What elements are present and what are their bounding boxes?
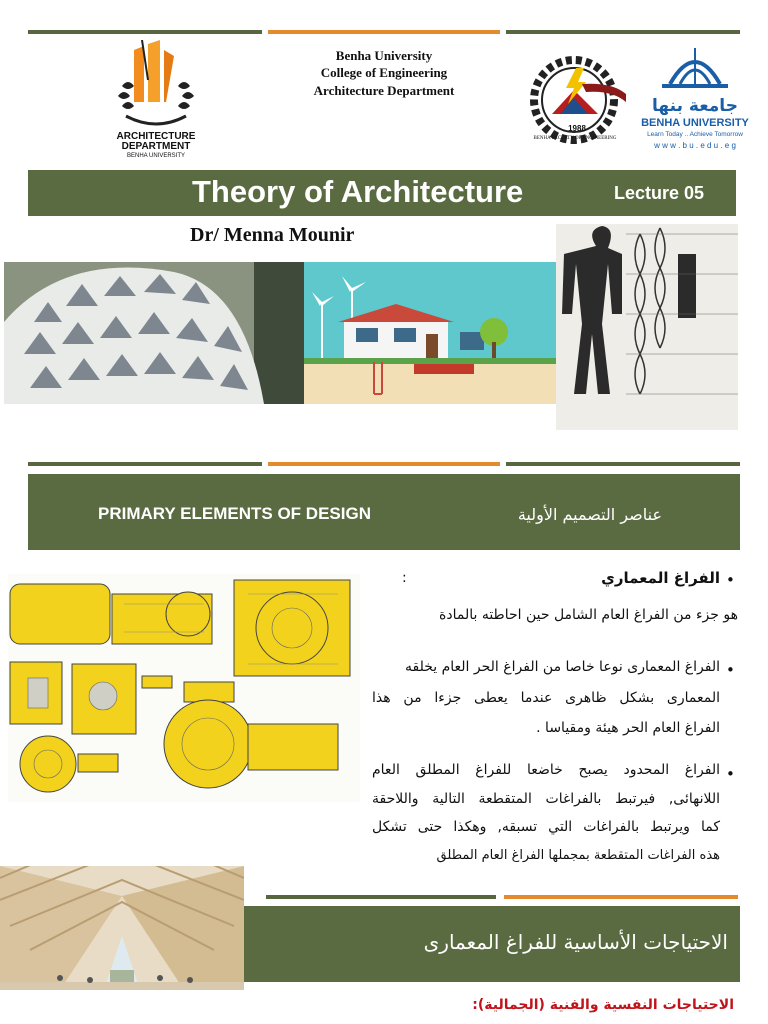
title-bar xyxy=(28,170,736,216)
section-title-arabic: عناصر التصميم الأولية xyxy=(517,505,662,524)
bullet-2: • xyxy=(726,765,735,783)
university-website: w w w . b u . e d u . e g xyxy=(654,141,736,150)
heading-colon: : xyxy=(402,570,407,586)
bullet-2-line-3: كما ويرتبط بالفراغات التي تسبقه, وهكذا حتى تشكل xyxy=(372,819,720,835)
department-name: Architecture Department xyxy=(313,83,455,98)
top-stripe-left xyxy=(28,30,262,34)
building-emblem-icon xyxy=(104,40,208,128)
bottom-stripe-right xyxy=(504,895,738,899)
logo-line-architecture: ARCHITECTURE xyxy=(116,131,196,142)
bullet-1-line-1: الفراغ المعمارى نوعا خاصا من الفراغ الحر العام يخلقه xyxy=(405,659,720,675)
definition-text: هو جزء من الفراغ العام الشامل حين احاطته بالمادة xyxy=(439,607,738,623)
arabic-university-name: جامعة بنها xyxy=(652,96,738,116)
parametric-pavilion-image xyxy=(4,262,304,404)
lecture-number: Lecture 05 xyxy=(614,183,705,203)
section-primary-elements xyxy=(28,474,740,550)
psychological-needs-heading: الاحتياجات النفسية والفنية (الجمالية): xyxy=(472,997,734,1013)
faculty-seal xyxy=(526,54,630,148)
bullet-1-line-2: المعمارى بشكل ظاهرى عندما يعطى جزءا من هذا xyxy=(372,690,720,706)
bullet-2-line-1: الفراغ المحدود يصبح خاضعا للفراغ المطلق العام xyxy=(372,762,720,778)
logo-line-department: DEPARTMENT xyxy=(121,141,191,152)
university-name: Benha University xyxy=(335,48,433,63)
benha-university-logo xyxy=(640,40,750,160)
bullet-1: • xyxy=(726,661,735,679)
english-university-name: BENHA UNIVERSITY xyxy=(641,117,749,129)
section-2-title-arabic: الاحتياجات الأساسية للفراغ المعمارى xyxy=(423,930,728,954)
top-stripe-right xyxy=(506,30,740,34)
section-basic-needs xyxy=(244,906,740,982)
wooden-chapel-interior-image xyxy=(0,866,244,990)
modulor-diagram-image xyxy=(556,224,738,430)
mid-stripe-left xyxy=(28,462,262,466)
bullet-2-line-2: اللانهائى, فيرتبط بالفراغات المتقطعة التالية واللاحقة xyxy=(372,791,720,807)
seal-year: 1988 xyxy=(568,124,586,133)
content-heading: الفراغ المعماري xyxy=(601,569,720,587)
logo-line-university: BENHA UNIVERSITY xyxy=(126,153,185,159)
bridge-emblem-icon xyxy=(640,40,750,92)
college-name: College of Engineering xyxy=(320,65,448,80)
mid-stripe-right xyxy=(506,462,740,466)
bullet-2-line-4: هذه الفراغات المتقطعة بمجملها الفراغ العام المطلق xyxy=(436,848,720,863)
architectural-plans-image xyxy=(8,574,360,802)
section-title-english: PRIMARY ELEMENTS OF DESIGN xyxy=(98,504,371,523)
mid-stripe-middle xyxy=(268,462,500,466)
author-name: Dr/ Menna Mounir xyxy=(190,224,355,246)
architecture-department-logo xyxy=(104,40,208,162)
gear-seal-icon xyxy=(526,54,630,148)
top-stripe-middle xyxy=(268,30,500,34)
university-tagline: Learn Today .. Achieve Tomorrow xyxy=(647,131,743,138)
seal-text: BENHA FACULTY OF ENGINEERING xyxy=(533,136,617,141)
bullet-heading: • xyxy=(726,571,735,589)
course-title: Theory of Architecture xyxy=(192,174,524,209)
bullet-1-line-3: الفراغ العام الحر هيئة ومقياسا . xyxy=(536,720,720,736)
bottom-stripe-left xyxy=(266,895,496,899)
sustainable-house-illustration xyxy=(304,262,556,404)
